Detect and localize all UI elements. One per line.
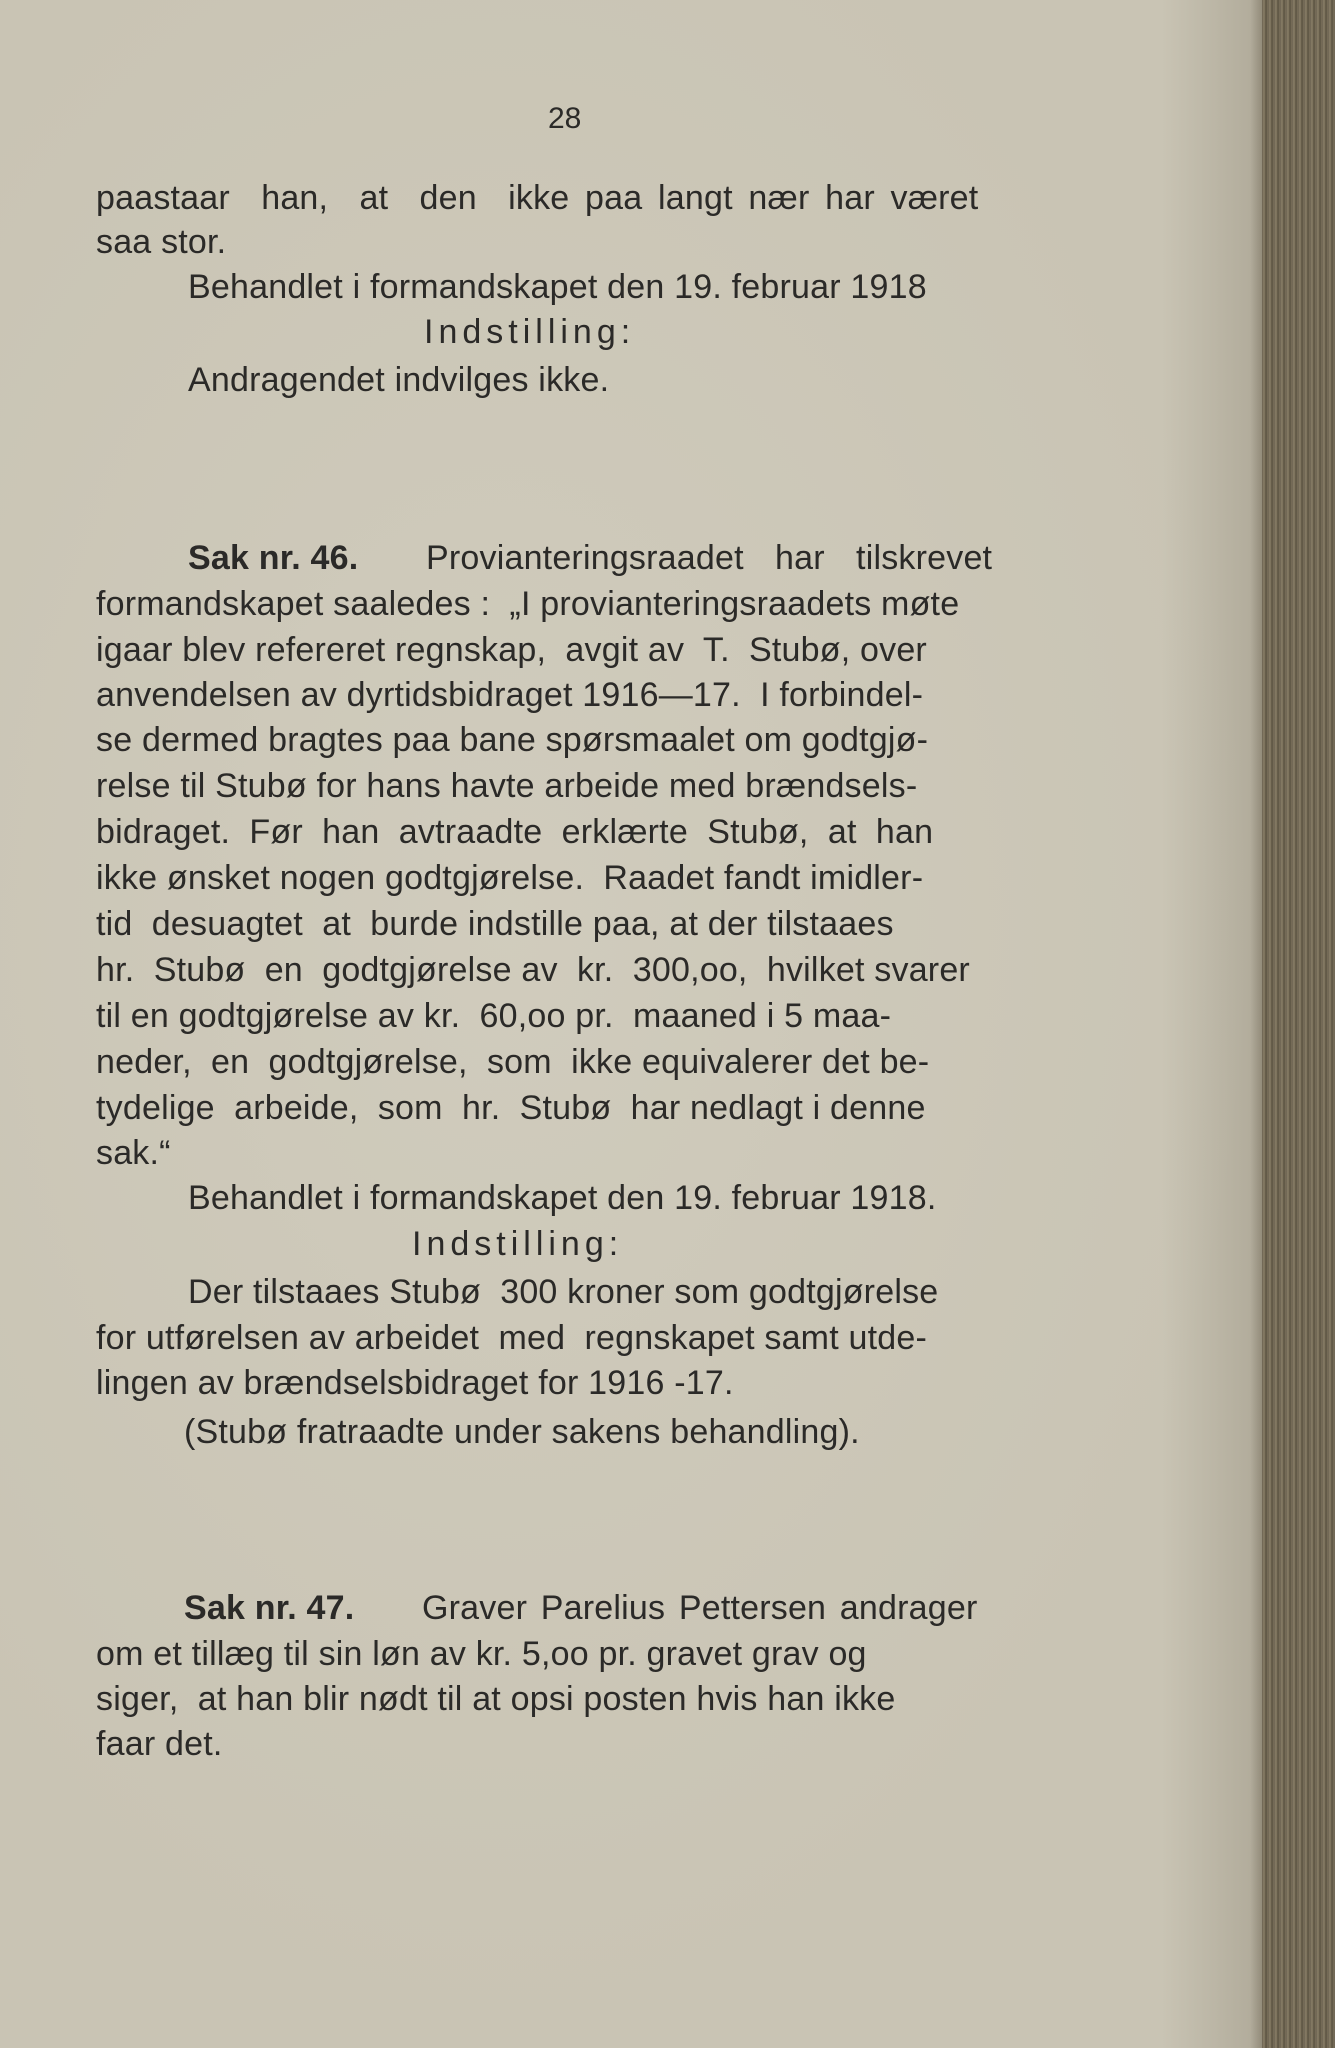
text-line: faar det. <box>96 1725 223 1763</box>
text-line: tid desuagtet at burde indstille paa, at der tilstaaes <box>96 905 894 943</box>
text-line: for utførelsen av arbeidet med regnskapet samt utde- <box>96 1319 927 1357</box>
text-line: Behandlet i formandskapet den 19. februar 1918 <box>188 268 927 306</box>
text-line: anvendelsen av dyrtidsbidraget 1916—17. I forbindel- <box>96 676 924 714</box>
text-line: lingen av brændselsbidraget for 1916 -17. <box>96 1364 734 1402</box>
section-heading-indstilling: Indstilling: <box>412 1225 624 1263</box>
case-number-47: Sak nr. 47. <box>184 1589 355 1627</box>
text-line: Der tilstaaes Stubø 300 kroner som godtgjørelse <box>188 1273 939 1311</box>
text-line: paastaar han, at den ikke paa langt nær har været <box>96 179 979 217</box>
text-line: igaar blev refereret regnskap, avgit av T. Stubø, over <box>96 631 927 669</box>
text-line: saa stor. <box>96 223 227 261</box>
text-line: sak.“ <box>96 1134 171 1172</box>
text-line: relse til Stubø for hans havte arbeide med brændsels- <box>96 767 918 805</box>
text-line: ikke ønsket nogen godtgjørelse. Raadet fandt imidler- <box>96 859 924 897</box>
text-line: Graver Parelius Pettersen andrager <box>422 1589 978 1627</box>
page-number: 28 <box>548 102 582 135</box>
section-heading-indstilling: Indstilling: <box>424 313 636 351</box>
text-line: Andragendet indvilges ikke. <box>188 361 610 399</box>
text-line: om et tillæg til sin løn av kr. 5,oo pr. gravet grav og <box>96 1635 867 1673</box>
text-line: formandskapet saaledes : „I provianteringsraadets møte <box>96 585 960 623</box>
text-line: se dermed bragtes paa bane spørsmaalet om godtgjø- <box>96 721 929 759</box>
text-line: siger, at han blir nødt til at opsi posten hvis han ikke <box>96 1680 896 1718</box>
text-line: Behandlet i formandskapet den 19. februar 1918. <box>188 1179 937 1217</box>
text-line: bidraget. Før han avtraadte erklærte Stubø, at han <box>96 813 934 851</box>
text-line: til en godtgjørelse av kr. 60,oo pr. maaned i 5 maa- <box>96 997 892 1035</box>
text-line: Provianteringsraadet har tilskrevet <box>426 539 993 577</box>
text-line: hr. Stubø en godtgjørelse av kr. 300,oo, hvilket svarer <box>96 951 970 989</box>
text-line: neder, en godtgjørelse, som ikke equivalerer det be- <box>96 1043 930 1081</box>
text-line: (Stubø fratraadte under sakens behandling). <box>184 1413 860 1451</box>
book-edge <box>1262 0 1335 2048</box>
text-line: tydelige arbeide, som hr. Stubø har nedlagt i denne <box>96 1089 926 1127</box>
case-number-46: Sak nr. 46. <box>188 539 359 577</box>
